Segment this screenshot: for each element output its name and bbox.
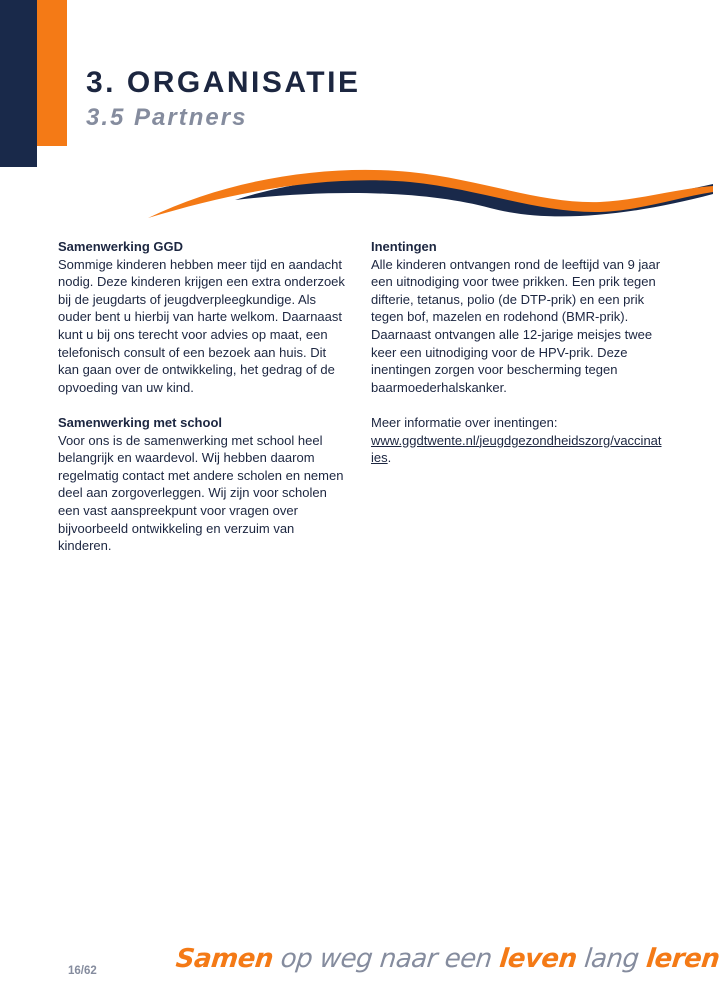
left-column bbox=[58, 238, 350, 572]
school-cooperation-block bbox=[58, 414, 350, 555]
school-cooperation-text: Voor ons is de samenwerking met school heel belangrijk en waardevol. Wij hebben daarom regelmatig contact met andere scholen en nemen deel aan zorgoverleggen. Wij zijn voor scholen een vast aanspreekpunt voor vragen over bijvoorbeeld ontwikkeling en verzuim van kinderen. bbox=[58, 432, 344, 554]
link-period: . bbox=[387, 450, 392, 466]
chapter-title: 3. ORGANISATIE bbox=[86, 66, 361, 99]
navy-accent-bar bbox=[0, 0, 37, 167]
vaccinations-text: Alle kinderen ontvangen rond de leeftijd van 9 jaar een uitnodiging voor twee prikken. Een prik tegen difterie, tetanus, polio (de DTP-prik) en een prik tegen bof, mazelen en rodehond (BMR-prik). Daarnaast ontvangen alle 12-jarige meisjes twee keer een uitnodiging voor de HPV-prik. Deze inentingen zorgen voor bescherming tegen baarmoederhalskanker. bbox=[371, 256, 661, 395]
page-number: 16/62 bbox=[68, 965, 97, 977]
ggd-cooperation-text: Sommige kinderen hebben meer tijd en aandacht nodig. Deze kinderen krijgen een extra onderzoek bij de jeugdarts of jeugdverpleegkundige. Als ouder bent u hierbij van harte welkom. Daarnaast kunt u bij ons terecht voor advies op maat, een telefonisch consult of een bezoek aan huis. Dit kan gaan over de ontwikkeling, het gedrag of de opvoeding van uw kind. bbox=[58, 256, 345, 395]
slogan-word-lang: lang bbox=[575, 944, 648, 974]
section-title: 3.5 Partners bbox=[86, 104, 248, 131]
vaccinations-heading: Inentingen bbox=[371, 239, 437, 254]
right-column bbox=[371, 238, 663, 484]
vaccinations-info-block bbox=[371, 414, 663, 467]
orange-accent-bar bbox=[37, 0, 67, 146]
slogan-word-leven: leven bbox=[497, 944, 579, 974]
ggd-cooperation-heading: Samenwerking GGD bbox=[58, 239, 183, 254]
slogan-word-samen: Samen bbox=[174, 944, 275, 974]
ggd-cooperation-block bbox=[58, 238, 350, 396]
footer-slogan bbox=[174, 944, 721, 974]
slogan-word-leren: leren bbox=[644, 944, 721, 974]
decorative-wave bbox=[140, 162, 713, 226]
vaccinations-block bbox=[371, 238, 663, 396]
vaccinations-info-intro: Meer informatie over inentingen: bbox=[371, 414, 558, 430]
vaccinations-info-link[interactable]: www.ggdtwente.nl/jeugdgezondheidszorg/vaccinaties bbox=[371, 432, 662, 466]
school-cooperation-heading: Samenwerking met school bbox=[58, 414, 222, 430]
slogan-phrase-op-weg: op weg naar een bbox=[271, 944, 502, 974]
